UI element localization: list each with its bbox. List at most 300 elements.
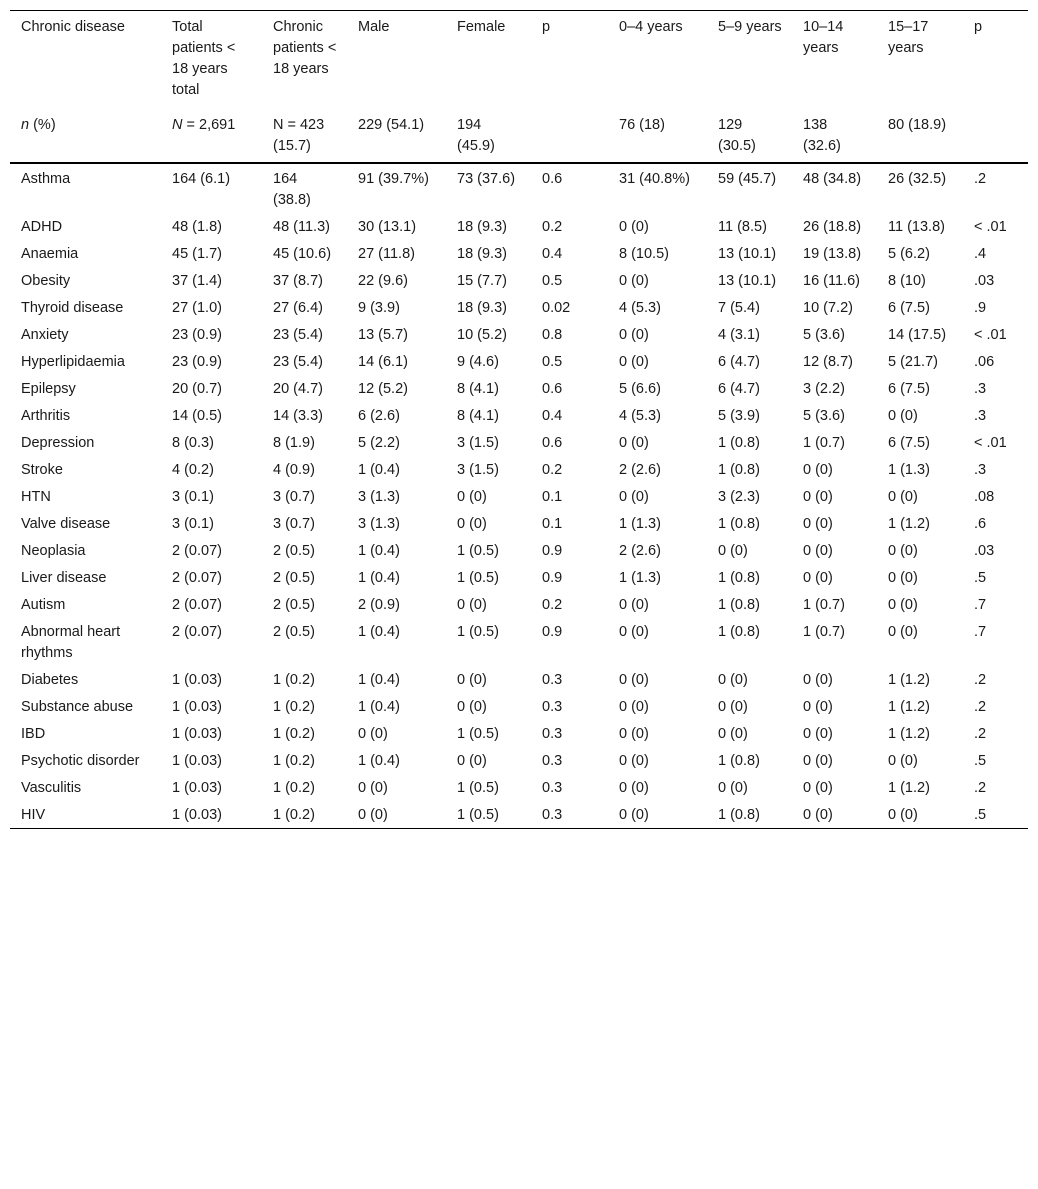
sub-male: 229 (54.1) (358, 117, 425, 133)
cell-total: 2 (0.07) (172, 570, 222, 586)
col-header-age-5-9: 5–9 years (718, 19, 782, 35)
cell-disease: Liver disease (21, 570, 107, 586)
col-header-disease: Chronic disease (21, 19, 125, 35)
cell-female: 1 (0.5) (457, 807, 499, 823)
cell-age-0-4: 0 (0) (619, 807, 649, 823)
sub-label: n (%) (21, 117, 56, 133)
cell-age-5-9: 0 (0) (718, 780, 748, 796)
cell-female: 73 (37.6) (457, 171, 516, 187)
cell-female: 1 (0.5) (457, 780, 499, 796)
cell-p-age: .5 (974, 753, 987, 769)
cell-male: 0 (0) (358, 726, 388, 742)
cell-chronic: 20 (4.7) (273, 381, 323, 397)
cell-age-0-4: 0 (0) (619, 672, 649, 688)
cell-p-sex: 0.2 (542, 219, 563, 235)
cell-age-15-17: 0 (0) (888, 489, 918, 505)
cell-total: 23 (0.9) (172, 327, 222, 343)
cell-age-5-9: 13 (10.1) (718, 246, 777, 262)
cell-p-sex: 0.5 (542, 273, 563, 289)
cell-age-10-14: 0 (0) (803, 753, 833, 769)
cell-disease: Autism (21, 597, 66, 613)
table-row (10, 482, 1028, 509)
cell-chronic: 1 (0.2) (273, 780, 315, 796)
col-header-p-age: p (974, 19, 983, 35)
cell-female: 18 (9.3) (457, 219, 507, 235)
cell-age-15-17: 5 (21.7) (888, 354, 938, 370)
cell-age-5-9: 0 (0) (718, 672, 748, 688)
cell-age-15-17: 1 (1.2) (888, 699, 930, 715)
cell-age-0-4: 0 (0) (619, 435, 649, 451)
cell-chronic: 37 (8.7) (273, 273, 323, 289)
cell-p-sex: 0.8 (542, 327, 563, 343)
cell-age-5-9: 6 (4.7) (718, 354, 760, 370)
sub-p-age (963, 110, 1028, 163)
cell-female: 8 (4.1) (457, 408, 499, 424)
cell-disease: Substance abuse (21, 699, 134, 715)
table-row (10, 563, 1028, 590)
cell-total: 48 (1.8) (172, 219, 222, 235)
cell-age-10-14: 5 (3.6) (803, 327, 845, 343)
cell-chronic: 23 (5.4) (273, 327, 323, 343)
cell-age-15-17: 1 (1.2) (888, 780, 930, 796)
sub-chronic: N = 423 (15.7) (273, 117, 325, 154)
cell-p-age: .3 (974, 462, 987, 478)
cell-disease: Depression (21, 435, 95, 451)
cell-age-15-17: 5 (6.2) (888, 246, 930, 262)
cell-age-5-9: 13 (10.1) (718, 273, 777, 289)
col-header-male: Male (358, 19, 390, 35)
cell-age-10-14: 12 (8.7) (803, 354, 853, 370)
cell-disease: Anaemia (21, 246, 79, 262)
cell-total: 2 (0.07) (172, 543, 222, 559)
sub-age-10-14: 138 (32.6) (803, 117, 841, 154)
cell-age-5-9: 4 (3.1) (718, 327, 760, 343)
cell-male: 1 (0.4) (358, 672, 400, 688)
cell-age-5-9: 1 (0.8) (718, 516, 760, 532)
cell-male: 30 (13.1) (358, 219, 417, 235)
cell-age-5-9: 0 (0) (718, 543, 748, 559)
col-header-female: Female (457, 19, 506, 35)
cell-age-10-14: 0 (0) (803, 543, 833, 559)
cell-disease: Obesity (21, 273, 71, 289)
cell-female: 0 (0) (457, 753, 487, 769)
cell-male: 91 (39.7%) (358, 171, 429, 187)
cell-female: 10 (5.2) (457, 327, 507, 343)
cell-female: 0 (0) (457, 516, 487, 532)
table-row (10, 617, 1028, 665)
cell-disease: Vasculitis (21, 780, 82, 796)
cell-age-10-14: 10 (7.2) (803, 300, 853, 316)
table-row (10, 719, 1028, 746)
cell-p-age: .2 (974, 171, 987, 187)
cell-disease: Psychotic disorder (21, 753, 140, 769)
cell-p-sex: 0.6 (542, 435, 563, 451)
cell-disease: IBD (21, 726, 46, 742)
cell-total: 2 (0.07) (172, 624, 222, 640)
cell-chronic: 1 (0.2) (273, 672, 315, 688)
cell-age-15-17: 0 (0) (888, 753, 918, 769)
table-row (10, 800, 1028, 829)
cell-total: 3 (0.1) (172, 516, 214, 532)
cell-age-10-14: 0 (0) (803, 570, 833, 586)
cell-age-0-4: 8 (10.5) (619, 246, 669, 262)
cell-female: 0 (0) (457, 699, 487, 715)
cell-male: 22 (9.6) (358, 273, 408, 289)
cell-male: 0 (0) (358, 807, 388, 823)
cell-age-15-17: 0 (0) (888, 570, 918, 586)
cell-age-0-4: 0 (0) (619, 699, 649, 715)
cell-chronic: 8 (1.9) (273, 435, 315, 451)
cell-male: 1 (0.4) (358, 753, 400, 769)
cell-female: 0 (0) (457, 489, 487, 505)
cell-chronic: 48 (11.3) (273, 219, 330, 235)
cell-age-5-9: 1 (0.8) (718, 570, 760, 586)
cell-p-sex: 0.6 (542, 171, 563, 187)
cell-age-5-9: 7 (5.4) (718, 300, 760, 316)
cell-p-sex: 0.3 (542, 807, 563, 823)
sub-age-5-9: 129 (30.5) (718, 117, 756, 154)
sub-total: N = 2,691 (172, 117, 236, 133)
cell-total: 1 (0.03) (172, 807, 222, 823)
cell-p-sex: 0.2 (542, 462, 563, 478)
cell-chronic: 3 (0.7) (273, 516, 315, 532)
col-header-age-15-17: 15–17 years (888, 19, 929, 56)
cell-chronic: 45 (10.6) (273, 246, 332, 262)
cell-age-10-14: 48 (34.8) (803, 171, 862, 187)
cell-age-0-4: 0 (0) (619, 273, 649, 289)
table-row (10, 746, 1028, 773)
cell-disease: Epilepsy (21, 381, 76, 397)
cell-chronic: 164 (38.8) (273, 171, 311, 208)
cell-male: 3 (1.3) (358, 516, 400, 532)
table-row (10, 347, 1028, 374)
cell-p-sex: 0.3 (542, 672, 563, 688)
cell-male: 1 (0.4) (358, 624, 400, 640)
cell-p-age: < .01 (974, 219, 1007, 235)
cell-p-age: .3 (974, 408, 987, 424)
cell-age-15-17: 8 (10) (888, 273, 926, 289)
table-row (10, 401, 1028, 428)
cell-total: 20 (0.7) (172, 381, 222, 397)
cell-total: 1 (0.03) (172, 753, 222, 769)
cell-disease: Arthritis (21, 408, 71, 424)
cell-age-0-4: 31 (40.8%) (619, 171, 690, 187)
cell-female: 9 (4.6) (457, 354, 499, 370)
cell-male: 9 (3.9) (358, 300, 400, 316)
cell-p-age: .2 (974, 780, 987, 796)
cell-p-sex: 0.9 (542, 570, 563, 586)
cell-total: 1 (0.03) (172, 726, 222, 742)
cell-male: 27 (11.8) (358, 246, 415, 262)
cell-disease: ADHD (21, 219, 63, 235)
table-row (10, 536, 1028, 563)
cell-p-sex: 0.1 (542, 516, 563, 532)
cell-age-5-9: 1 (0.8) (718, 624, 760, 640)
cell-total: 1 (0.03) (172, 780, 222, 796)
cell-total: 14 (0.5) (172, 408, 222, 424)
cell-age-0-4: 4 (5.3) (619, 300, 661, 316)
cell-p-sex: 0.02 (542, 300, 571, 316)
cell-chronic: 3 (0.7) (273, 489, 315, 505)
cell-total: 8 (0.3) (172, 435, 214, 451)
cell-age-15-17: 14 (17.5) (888, 327, 947, 343)
cell-age-5-9: 59 (45.7) (718, 171, 777, 187)
cell-total: 4 (0.2) (172, 462, 214, 478)
cell-age-5-9: 0 (0) (718, 699, 748, 715)
cell-age-5-9: 1 (0.8) (718, 462, 760, 478)
cell-disease: Thyroid disease (21, 300, 124, 316)
cell-female: 18 (9.3) (457, 246, 507, 262)
cell-age-0-4: 0 (0) (619, 753, 649, 769)
col-header-age-10-14: 10–14 years (803, 19, 844, 56)
cell-age-15-17: 0 (0) (888, 624, 918, 640)
cell-p-age: .4 (974, 246, 987, 262)
cell-age-15-17: 1 (1.3) (888, 462, 930, 478)
cell-p-sex: 0.3 (542, 699, 563, 715)
cell-age-10-14: 3 (2.2) (803, 381, 845, 397)
header-row (10, 11, 1028, 111)
cell-age-10-14: 0 (0) (803, 672, 833, 688)
cell-p-age: .5 (974, 570, 987, 586)
cell-chronic: 2 (0.5) (273, 543, 315, 559)
cell-age-10-14: 26 (18.8) (803, 219, 862, 235)
table-row (10, 665, 1028, 692)
cell-age-5-9: 11 (8.5) (718, 219, 767, 235)
cell-chronic: 23 (5.4) (273, 354, 323, 370)
cell-age-0-4: 0 (0) (619, 624, 649, 640)
cell-age-0-4: 0 (0) (619, 219, 649, 235)
cell-male: 1 (0.4) (358, 699, 400, 715)
table-row (10, 239, 1028, 266)
cell-p-sex: 0.4 (542, 408, 563, 424)
cell-p-sex: 0.3 (542, 726, 563, 742)
cell-total: 164 (6.1) (172, 171, 231, 187)
cell-male: 3 (1.3) (358, 489, 400, 505)
table-row (10, 320, 1028, 347)
sub-p-sex (531, 110, 608, 163)
cell-age-15-17: 0 (0) (888, 408, 918, 424)
cell-p-sex: 0.3 (542, 780, 563, 796)
cell-total: 23 (0.9) (172, 354, 222, 370)
table-row (10, 509, 1028, 536)
cell-age-10-14: 0 (0) (803, 726, 833, 742)
cell-p-age: .2 (974, 699, 987, 715)
col-header-p-sex: p (542, 19, 551, 35)
cell-total: 1 (0.03) (172, 672, 222, 688)
cell-p-sex: 0.9 (542, 543, 563, 559)
chronic-disease-table (10, 10, 1028, 829)
cell-age-10-14: 1 (0.7) (803, 597, 845, 613)
cell-age-10-14: 0 (0) (803, 699, 833, 715)
cell-p-age: .9 (974, 300, 987, 316)
cell-chronic: 2 (0.5) (273, 570, 315, 586)
cell-p-age: .6 (974, 516, 987, 532)
cell-male: 2 (0.9) (358, 597, 400, 613)
cell-chronic: 14 (3.3) (273, 408, 323, 424)
cell-disease: Asthma (21, 171, 71, 187)
cell-p-sex: 0.1 (542, 489, 563, 505)
table-row (10, 374, 1028, 401)
cell-p-sex: 0.2 (542, 597, 563, 613)
cell-p-sex: 0.9 (542, 624, 563, 640)
sub-age-0-4: 76 (18) (619, 117, 665, 133)
cell-disease: Valve disease (21, 516, 111, 532)
cell-age-0-4: 0 (0) (619, 354, 649, 370)
cell-age-10-14: 0 (0) (803, 807, 833, 823)
cell-male: 6 (2.6) (358, 408, 400, 424)
cell-male: 0 (0) (358, 780, 388, 796)
cell-age-10-14: 16 (11.6) (803, 273, 860, 289)
cell-age-10-14: 0 (0) (803, 780, 833, 796)
cell-age-10-14: 1 (0.7) (803, 435, 845, 451)
cell-age-15-17: 1 (1.2) (888, 726, 930, 742)
cell-age-15-17: 0 (0) (888, 807, 918, 823)
cell-age-5-9: 1 (0.8) (718, 753, 760, 769)
table-row (10, 163, 1028, 212)
cell-total: 45 (1.7) (172, 246, 222, 262)
cell-age-15-17: 1 (1.2) (888, 672, 930, 688)
table-row (10, 692, 1028, 719)
cell-male: 13 (5.7) (358, 327, 408, 343)
cell-p-age: .3 (974, 381, 987, 397)
col-header-total: Total patients < 18 years total (172, 19, 236, 98)
cell-age-0-4: 4 (5.3) (619, 408, 661, 424)
cell-chronic: 1 (0.2) (273, 753, 315, 769)
cell-p-age: .03 (974, 273, 995, 289)
cell-female: 1 (0.5) (457, 543, 499, 559)
cell-age-0-4: 2 (2.6) (619, 543, 661, 559)
cell-female: 8 (4.1) (457, 381, 499, 397)
cell-age-10-14: 5 (3.6) (803, 408, 845, 424)
cell-age-15-17: 0 (0) (888, 597, 918, 613)
cell-age-0-4: 0 (0) (619, 327, 649, 343)
cell-female: 15 (7.7) (457, 273, 507, 289)
cell-total: 37 (1.4) (172, 273, 222, 289)
cell-age-10-14: 0 (0) (803, 462, 833, 478)
cell-p-age: .03 (974, 543, 995, 559)
cell-age-10-14: 1 (0.7) (803, 624, 845, 640)
cell-p-age: .2 (974, 672, 987, 688)
cell-p-age: .06 (974, 354, 995, 370)
cell-female: 3 (1.5) (457, 435, 499, 451)
cell-p-age: < .01 (974, 435, 1007, 451)
cell-male: 1 (0.4) (358, 543, 400, 559)
cell-chronic: 2 (0.5) (273, 597, 315, 613)
cell-chronic: 2 (0.5) (273, 624, 315, 640)
cell-age-0-4: 0 (0) (619, 597, 649, 613)
cell-disease: HTN (21, 489, 51, 505)
cell-male: 12 (5.2) (358, 381, 408, 397)
header-subrow (10, 110, 1028, 163)
cell-age-5-9: 0 (0) (718, 726, 748, 742)
cell-age-15-17: 26 (32.5) (888, 171, 947, 187)
col-header-chronic: Chronic patients < 18 years (273, 19, 337, 77)
cell-age-15-17: 0 (0) (888, 543, 918, 559)
cell-age-0-4: 5 (6.6) (619, 381, 661, 397)
cell-total: 3 (0.1) (172, 489, 214, 505)
cell-chronic: 4 (0.9) (273, 462, 315, 478)
cell-p-age: .5 (974, 807, 987, 823)
cell-age-15-17: 6 (7.5) (888, 300, 930, 316)
cell-total: 1 (0.03) (172, 699, 222, 715)
cell-p-sex: 0.5 (542, 354, 563, 370)
table-row (10, 212, 1028, 239)
cell-disease: Hyperlipidaemia (21, 354, 125, 370)
cell-male: 14 (6.1) (358, 354, 408, 370)
cell-disease: Stroke (21, 462, 63, 478)
cell-age-5-9: 6 (4.7) (718, 381, 760, 397)
cell-chronic: 27 (6.4) (273, 300, 323, 316)
cell-disease: Diabetes (21, 672, 79, 688)
cell-female: 0 (0) (457, 672, 487, 688)
cell-age-10-14: 0 (0) (803, 516, 833, 532)
cell-disease: HIV (21, 807, 46, 823)
cell-age-5-9: 3 (2.3) (718, 489, 760, 505)
cell-male: 1 (0.4) (358, 462, 400, 478)
cell-age-0-4: 1 (1.3) (619, 570, 661, 586)
cell-age-15-17: 6 (7.5) (888, 381, 930, 397)
table-row (10, 773, 1028, 800)
cell-age-0-4: 0 (0) (619, 780, 649, 796)
cell-female: 0 (0) (457, 597, 487, 613)
table-row (10, 590, 1028, 617)
cell-age-5-9: 5 (3.9) (718, 408, 760, 424)
cell-age-10-14: 19 (13.8) (803, 246, 862, 262)
table-row (10, 428, 1028, 455)
cell-male: 5 (2.2) (358, 435, 400, 451)
cell-age-5-9: 1 (0.8) (718, 597, 760, 613)
cell-p-age: .2 (974, 726, 987, 742)
cell-age-15-17: 1 (1.2) (888, 516, 930, 532)
cell-age-0-4: 0 (0) (619, 726, 649, 742)
cell-age-15-17: 6 (7.5) (888, 435, 930, 451)
cell-total: 2 (0.07) (172, 597, 222, 613)
table-body (10, 163, 1028, 829)
cell-age-0-4: 2 (2.6) (619, 462, 661, 478)
cell-age-15-17: 11 (13.8) (888, 219, 945, 235)
sub-age-15-17: 80 (18.9) (888, 117, 947, 133)
cell-age-5-9: 1 (0.8) (718, 435, 760, 451)
cell-disease: Neoplasia (21, 543, 86, 559)
cell-p-age: < .01 (974, 327, 1007, 343)
cell-chronic: 1 (0.2) (273, 807, 315, 823)
table-header (10, 11, 1028, 164)
cell-age-0-4: 0 (0) (619, 489, 649, 505)
cell-total: 27 (1.0) (172, 300, 222, 316)
table-row (10, 293, 1028, 320)
table-row (10, 266, 1028, 293)
cell-disease: Anxiety (21, 327, 69, 343)
col-header-age-0-4: 0–4 years (619, 19, 683, 35)
table-row (10, 455, 1028, 482)
table-container (10, 10, 1028, 829)
cell-disease: Abnormal heart rhythms (21, 624, 121, 661)
cell-age-10-14: 0 (0) (803, 489, 833, 505)
cell-male: 1 (0.4) (358, 570, 400, 586)
cell-p-age: .7 (974, 624, 987, 640)
sub-female: 194 (45.9) (457, 117, 495, 154)
cell-female: 1 (0.5) (457, 570, 499, 586)
cell-p-sex: 0.3 (542, 753, 563, 769)
cell-p-age: .08 (974, 489, 995, 505)
cell-p-sex: 0.4 (542, 246, 563, 262)
cell-p-sex: 0.6 (542, 381, 563, 397)
cell-female: 1 (0.5) (457, 726, 499, 742)
cell-age-5-9: 1 (0.8) (718, 807, 760, 823)
cell-chronic: 1 (0.2) (273, 726, 315, 742)
cell-chronic: 1 (0.2) (273, 699, 315, 715)
cell-age-0-4: 1 (1.3) (619, 516, 661, 532)
